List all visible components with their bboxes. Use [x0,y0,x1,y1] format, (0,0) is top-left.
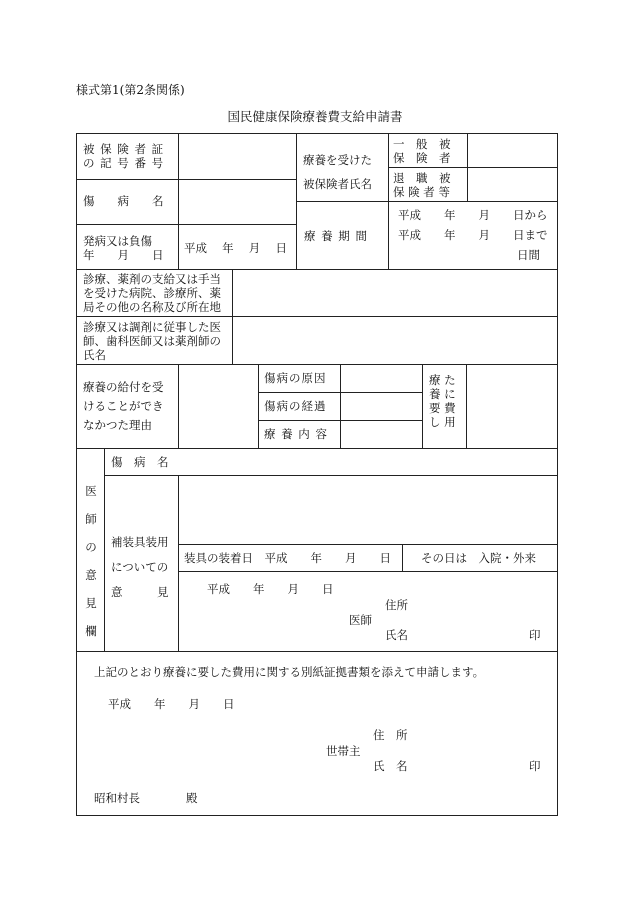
application-statement: 上記のとおり療養に要した費用に関する別紙証拠書類を添えて申請します。 [94,665,485,679]
form-title: 国民健康保険療養費支給申請書 [227,109,403,124]
device-fitting-date[interactable]: 装具の装着日 平成 年 月 日 [184,551,391,565]
form-number: 様式第1(第2条関係) [76,83,185,97]
insured-card-field[interactable] [179,134,295,178]
rule [296,201,558,202]
course-field[interactable] [341,393,422,420]
physician-opinion-side-label: 医 師 の 意 見 欄 [85,484,97,638]
facility-field[interactable] [233,270,557,316]
doctor-name-label: 氏名 [385,628,408,642]
patient-name-label: 療養を受けた 被保険者氏名 [303,153,372,191]
reason-label: 療養の給付を受 けることができ なかつた理由 [83,380,164,432]
applicant-address-label: 住 所 [373,728,408,742]
rule [178,571,558,572]
period-from[interactable]: 平成 年 月 日から [398,208,548,222]
treatment-content-field[interactable] [341,421,422,448]
treatment-period-label: 療 養 期 間 [304,229,368,243]
applicant-name-label: 氏 名 [373,759,408,773]
doctor-seal: 印 [529,628,541,642]
device-opinion-field[interactable] [179,476,557,544]
general-insured-label: 一 般 被 保 険 者 [393,137,451,165]
period-days[interactable]: 日間 [517,248,540,262]
device-opinion-label: 補装具装用 についての 意 見 [111,535,169,599]
rule [258,364,259,448]
facility-label: 診療、薬剤の支給又は手当 を受けた病院、診療所、薬 局その他の名称及び所在地 [83,272,221,314]
household-head-label: 世帯主 [326,744,361,758]
onset-date-value[interactable]: 平成 年 月 日 [184,241,287,255]
opinion-disease-label: 傷 病 名 [111,455,169,469]
rule [76,224,296,225]
disease-label: 傷 病 名 [83,194,164,208]
rule [296,133,297,269]
practitioner-label: 診療又は調剤に従事した医 師、歯科医師又は薬剤師の 氏名 [83,320,221,362]
inpatient-outpatient[interactable]: その日は 入院・外来 [421,551,536,565]
treatment-cost-label: 療 た 養 に 要 費 し 用 [429,373,456,429]
onset-date-label: 発病又は負傷 年 月 日 [83,234,164,262]
cause-field[interactable] [341,365,422,392]
retired-insured-label: 退 職 被 保 険 者 等 [393,171,451,199]
rule [76,651,558,652]
opinion-disease-field[interactable] [179,449,557,475]
treatment-content-label: 療 養 内 容 [264,427,328,441]
rule [388,133,389,269]
treatment-cost-field[interactable] [467,365,557,448]
period-to[interactable]: 平成 年 月 日まで [398,228,548,242]
opinion-date[interactable]: 平成 年 月 日 [207,582,334,596]
application-date[interactable]: 平成 年 月 日 [108,697,235,711]
doctor-label: 医師 [349,613,372,627]
rule [402,544,403,571]
table-border-bottom [76,815,558,816]
rule [104,448,105,651]
rule [422,364,423,448]
cause-label: 傷病の原因 [264,371,327,385]
practitioner-field[interactable] [233,317,557,364]
general-insured-name-field[interactable] [468,134,557,167]
course-label: 傷病の経過 [264,399,327,413]
doctor-address-label: 住所 [385,598,408,612]
rule [178,544,558,545]
applicant-seal: 印 [529,759,541,773]
addressee: 昭和村長 殿 [94,791,198,805]
reason-field[interactable] [179,365,258,448]
insured-card-label: 被 保 険 者 証 の 記 号 番 号 [83,142,165,170]
retired-insured-name-field[interactable] [468,168,557,201]
table-border-left [76,133,77,816]
disease-field[interactable] [179,180,295,224]
